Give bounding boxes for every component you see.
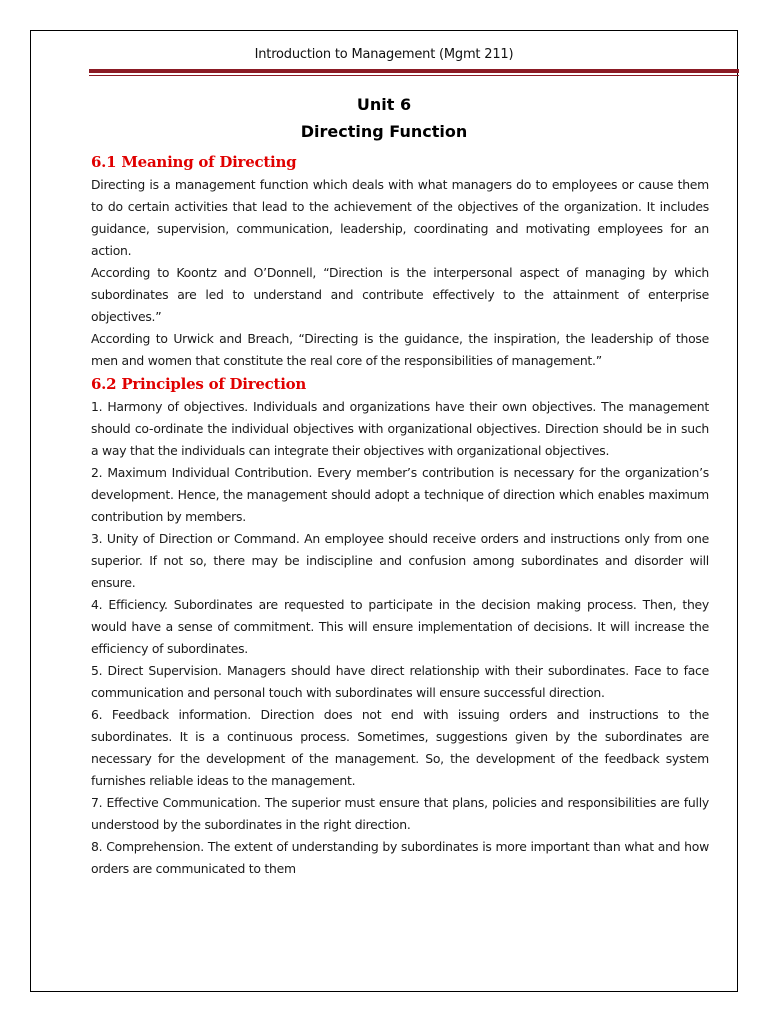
- principle-item: 1. Harmony of objectives. Individuals and organizations have their own objectives. The management should co-ordinate the individual objectives with organizational objectives. Direction should be in such a way that the individuals can integrate their objectives with organizational objectives.: [91, 399, 709, 458]
- section-heading: 6.1 Meaning of Directing: [91, 153, 297, 171]
- paragraph: Directing is a management function which deals with what managers do to employees or cause them to do certain activities that lead to the achievement of the objectives of the organization. It includes guidance, supervision, communication, leadership, coordinating and motivating employees for an action.: [91, 177, 709, 258]
- header-rule-thick: [89, 69, 739, 73]
- principle-item: 2. Maximum Individual Contribution. Every member’s contribution is necessary for the organization’s development. Hence, the management should adopt a technique of direction which enables maximum contribution by members.: [91, 465, 709, 524]
- header-rule-thin: [89, 75, 739, 76]
- unit-subject-title: Directing Function: [300, 122, 468, 141]
- document-body: [91, 150, 709, 880]
- principle-item: 7. Effective Communication. The superior must ensure that plans, policies and responsibilities are fully understood by the subordinates in the right direction.: [91, 795, 709, 832]
- principle-item: 5. Direct Supervision. Managers should have direct relationship with their subordinates. Face to face communication and personal touch with subordinates will ensure successful direction.: [91, 663, 709, 700]
- principle-item: 4. Efficiency. Subordinates are requested to participate in the decision making process. Then, they would have a sense of commitment. This will ensure implementation of decisions. It will increase the efficiency of subordinates.: [91, 597, 709, 656]
- paragraph: According to Koontz and O’Donnell, “Direction is the interpersonal aspect of managing by which subordinates are led to understand and contribute effectively to the attainment of enterprise objectives.”: [91, 265, 709, 324]
- running-header: Introduction to Management (Mgmt 211): [254, 47, 514, 62]
- paragraph: According to Urwick and Breach, “Directing is the guidance, the inspiration, the leadership of those men and women that constitute the real core of the responsibilities of management.”: [91, 331, 709, 368]
- unit-number-title: Unit 6: [356, 95, 412, 114]
- section-meaning-of-directing: [91, 150, 709, 372]
- section-heading: 6.2 Principles of Direction: [91, 375, 307, 393]
- principle-item: 8. Comprehension. The extent of understanding by subordinates is more important than what and how orders are communicated to them: [91, 839, 709, 876]
- principle-item: 6. Feedback information. Direction does not end with issuing orders and instructions to the subordinates. It is a continuous process. Sometimes, suggestions given by the subordinates are necessary for the development of the management. So, the development of the feedback system furnishes reliable ideas to the management.: [91, 707, 709, 788]
- section-principles-of-direction: [91, 372, 709, 880]
- principle-item: 3. Unity of Direction or Command. An employee should receive orders and instructions only from one superior. If not so, there may be indiscipline and confusion among subordinates and disorder will ensure.: [91, 531, 709, 590]
- page-frame: [30, 30, 738, 992]
